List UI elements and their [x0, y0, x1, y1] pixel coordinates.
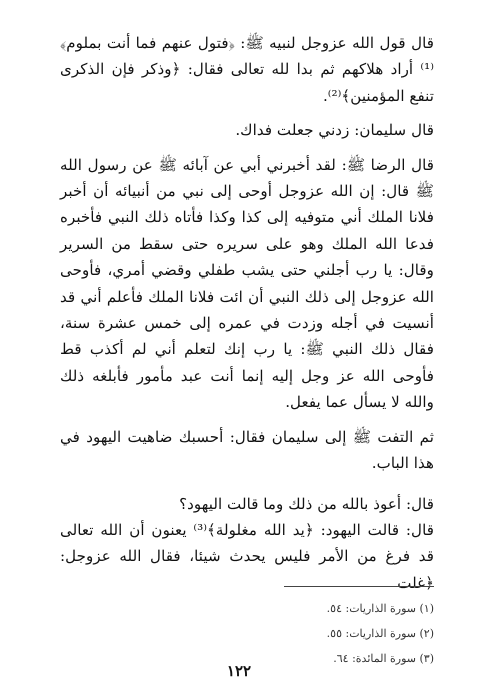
footnote: (١) سورة الذاريات: ٥٤. [326, 602, 434, 615]
paragraph: قال: أعوذ بالله من ذلك وما قالت اليهود؟ [179, 494, 434, 513]
footnotes [327, 596, 434, 671]
paragraph: قال قول الله عزوجل لنبيه ﷺ: ﴿فتول عنهم فما أنت بملوم﴾⁽¹⁾ أراد هلاكهم ثم بدا لله تعالى فقال: ﴿وذكر فإن الذكرى تنفع المؤمنين﴾⁽²⁾. [60, 34, 434, 105]
footnote-divider [284, 586, 434, 587]
body-text [60, 30, 434, 596]
footnote: (٢) سورة الذاريات: ٥٥. [326, 627, 434, 640]
paragraph: قال: قالت اليهود: ﴿يد الله مغلولة﴾⁽³⁾ يعنون أن الله تعالى قد فرغ من الأمر فليس يحدث شيئا، فقال الله عزوجل: ﴿غلت [60, 520, 434, 592]
page-number: ١٢٢ [226, 662, 252, 680]
paragraph: قال سليمان: زدني جعلت فداك. [235, 121, 434, 140]
paragraph: قال الرضا ﷺ: لقد أخبرني أبي عن آبائه ﷺ عن رسول الله ﷺ قال: إن الله عزوجل أوحى إلى نبي من أنبيائه أن أخبر فلانا الملك أني متوفيه إلى كذا وكذا فأتاه ذلك النبي فأخبره فدعا الله الملك وهو على سريره حتى سقط من السرير وقال: يا رب أجلني حتى يشب طفلي وقضي أمري، فأوحى الله عزوجل إلى ذلك النبي أن ائت فلانا الملك فأعلم أني قد أنسيت في أجله وزدت في عمره إلى خمس عشرة سنة، فقال ذلك النبي ﷺ: يا رب إنك لتعلم أني لم أكذب قط فأوحى الله عز وجل إليه إنما أنت عبد مأمور فأبلغه ذلك والله لا يسأل عما يفعل. [60, 155, 434, 412]
paragraph: ثم التفت ﷺ إلى سليمان فقال: أحسبك ضاهيت اليهود في هذا الباب. [60, 427, 434, 473]
footnote: (٣) سورة المائدة: ٦٤. [333, 652, 434, 665]
